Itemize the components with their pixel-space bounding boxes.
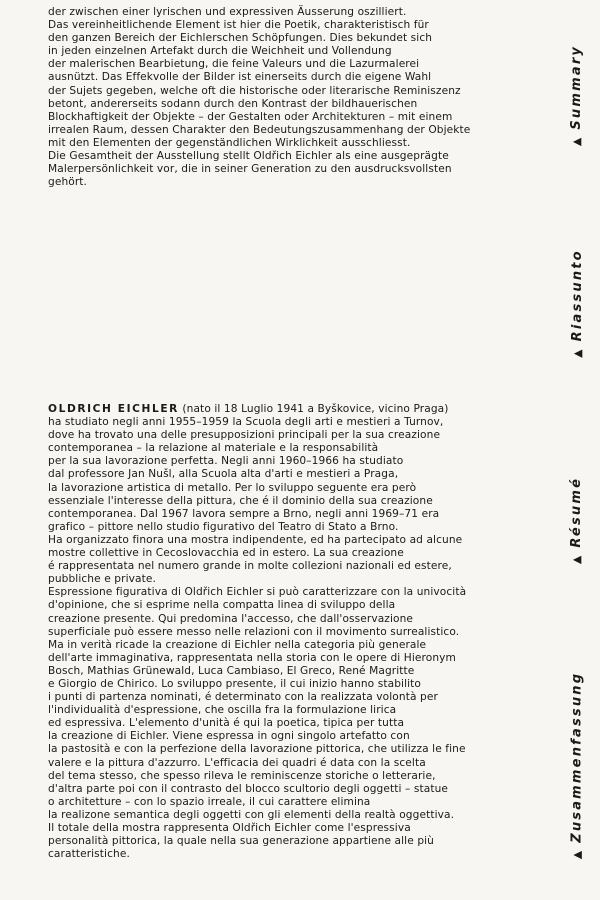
italian-text-line: la realizone semantica degli oggetti con gli elementi della realtà oggettiva.: [48, 808, 455, 821]
german-text-line: ausnützt. Das Effekvolle der Bilder ist einerseits durch die eigene Wahl: [48, 71, 432, 84]
italian-text-line: creazione presente. Qui predomina l'accesso, che dall'osservazione: [48, 612, 414, 625]
tab-zusammenfassung-label: Zusammenfassung: [569, 671, 585, 843]
german-text-line: Das vereinheitlichende Element ist hier die Poetik, charakteristisch für: [48, 19, 429, 32]
italian-text-line: personalità pittorica, la quale nella sua generazione appartiene alle più: [48, 835, 434, 848]
tab-riassunto[interactable]: [562, 228, 592, 378]
german-text-line: der zwischen einer lyrischen und expressiven Äusserung oszilliert.: [48, 6, 407, 18]
italian-text-line: dell'arte immaginativa, rappresentata nella storia con le opere di Hieronym: [48, 651, 456, 664]
italian-text-line: pubbliche e private.: [48, 573, 156, 586]
italian-text-line: essenziale l'interesse della pittura, che é il dominio della sua creazione: [48, 494, 433, 507]
italian-text-line: superficiale può essere messo nelle relazioni con il movimento surrealistico.: [48, 625, 460, 638]
italian-text-line: contemporanea – la relazione al materiale e la responsabilità: [48, 442, 379, 455]
german-text-line: der Sujets gegeben, welche oft die historische oder literarische Reminiszenz: [48, 84, 461, 97]
italian-text-line: grafico – pittore nello studio figurativo del Teatro di Stato a Brno.: [48, 520, 399, 533]
tab-zusammenfassung[interactable]: [562, 640, 592, 890]
italian-first-line-rest: (nato il 18 Luglio 1941 a Byškovice, vicino Praga): [178, 403, 449, 415]
italian-text-line: valere e la pittura d'azzurro. L'efficacia dei quadri é data con la scelta: [48, 756, 426, 769]
italian-text-line: Ha organizzato finora una mostra indipendente, ed ha partecipato ad alcune: [48, 533, 463, 546]
italian-text-line: Ma in verità ricade la creazione di Eichler nella categoria più generale: [48, 638, 427, 651]
german-text-line: mit den Elementen der gegenständlichen Wirklichkeit ausschliesst.: [48, 136, 411, 149]
italian-first-line: [48, 403, 542, 416]
german-text-line: den ganzen Bereich der Eichlerschen Schöpfungen. Dies bekundet sich: [48, 32, 433, 45]
italian-text-line: ed espressiva. L'elemento d'unità é qui la poetica, tipica per tutta: [48, 717, 405, 730]
tab-resume-label: Résumé: [569, 476, 585, 548]
tab-summary-label: Summary: [569, 44, 585, 130]
italian-text-line: contemporanea. Dal 1967 lavora sempre a Brno, negli anni 1969–71 era: [48, 507, 440, 520]
german-text-line: Blockhaftigkeit der Objekte – der Gestalten oder Architekturen – mit einem: [48, 110, 453, 123]
tab-summary[interactable]: [562, 20, 592, 170]
triangle-up-icon: ▲: [570, 348, 584, 358]
german-text-line: betont, andererseits sodann durch den Kontrast der bildhauerischen: [48, 97, 418, 110]
italian-text-line: l'individualità d'espressione, che oscilla fra la formulazione lirica: [48, 704, 397, 717]
italian-text-line: del tema stesso, che spesso rileva le reminiscenze storiche o letterarie,: [48, 769, 436, 782]
italian-text-line: dove ha trovato una delle presupposizioni principali per la sua creazione: [48, 429, 441, 442]
italian-text-line: Espressione figurativa di Oldřich Eichler si può caratterizzare con la univocità: [48, 586, 467, 599]
german-summary-text: [48, 6, 542, 189]
tab-resume[interactable]: [562, 470, 592, 570]
italian-summary-text: [48, 403, 542, 861]
italian-text-line: é rappresentata nel numero grande in molte collezioni nazionali ed estere,: [48, 560, 452, 573]
italian-text-line: la lavorazione artistica di metallo. Per lo sviluppo seguente era però: [48, 481, 417, 494]
italian-text-line: e Giorgio de Chirico. Lo sviluppo presente, il cui inizio hanno stabilito: [48, 677, 421, 690]
italian-text-line: caratteristiche.: [48, 848, 130, 861]
german-text-line: in jeden einzelnen Artefakt durch die Weichheit und Vollendung: [48, 45, 392, 58]
german-text-line: der malerischen Bearbietung, die feine Valeurs und die Lazurmalerei: [48, 58, 420, 71]
italian-text-line: per la sua lavorazione perfetta. Negli anni 1960–1966 ha studiato: [48, 455, 404, 468]
tab-riassunto-label: Riassunto: [569, 248, 585, 341]
italian-text-line: la pastosità e con la perfezione della lavorazione pittorica, che utilizza le fine: [48, 743, 466, 756]
german-text-line: irrealen Raum, dessen Charakter den Bedeutungszusammenhang der Objekte: [48, 123, 471, 136]
italian-text-line: d'opinione, che si esprime nella compatta linea di sviluppo della: [48, 599, 396, 612]
triangle-up-icon: ▲: [570, 555, 584, 564]
german-text-line: Die Gesamtheit der Ausstellung stellt Oldřich Eichler als eine ausgeprägte: [48, 150, 449, 163]
italian-text-line: dal professore Jan Nušl, alla Scuola alta d'arti e mestieri a Praga,: [48, 468, 399, 481]
italian-text-line: i punti di partenza nominati, é determinato con la realizzata volontà per: [48, 691, 438, 704]
italian-text-line: d'altra parte poi con il contrasto del blocco scultorio degli oggetti – statue: [48, 782, 449, 795]
german-text-line: gehört.: [48, 176, 88, 189]
italian-text-line: mostre collettive in Cecoslovacchia ed in estero. La sua creazione: [48, 547, 404, 560]
italian-text-line: la creazione di Eichler. Viene espressa in ogni singolo artefatto con: [48, 730, 410, 743]
triangle-up-icon: ▲: [570, 850, 584, 859]
italian-text-line: o architetture – con lo spazio irreale, il cui carattere elimina: [48, 795, 371, 808]
triangle-up-icon: ▲: [570, 137, 584, 146]
artist-name: OLDRICH EICHLER: [48, 403, 179, 415]
italian-text-line: Il totale della mostra rappresenta Oldřich Eichler come l'espressiva: [48, 822, 411, 834]
italian-text-line: ha studiato negli anni 1955–1959 la Scuola degli arti e mestieri a Turnov,: [48, 416, 444, 429]
italian-text-line: Bosch, Mathias Grünewald, Luca Cambiaso, El Greco, René Magritte: [48, 664, 415, 677]
german-text-line: Malerpersönlichkeit vor, die in seiner Generation zu den ausdrucksvollsten: [48, 163, 452, 176]
